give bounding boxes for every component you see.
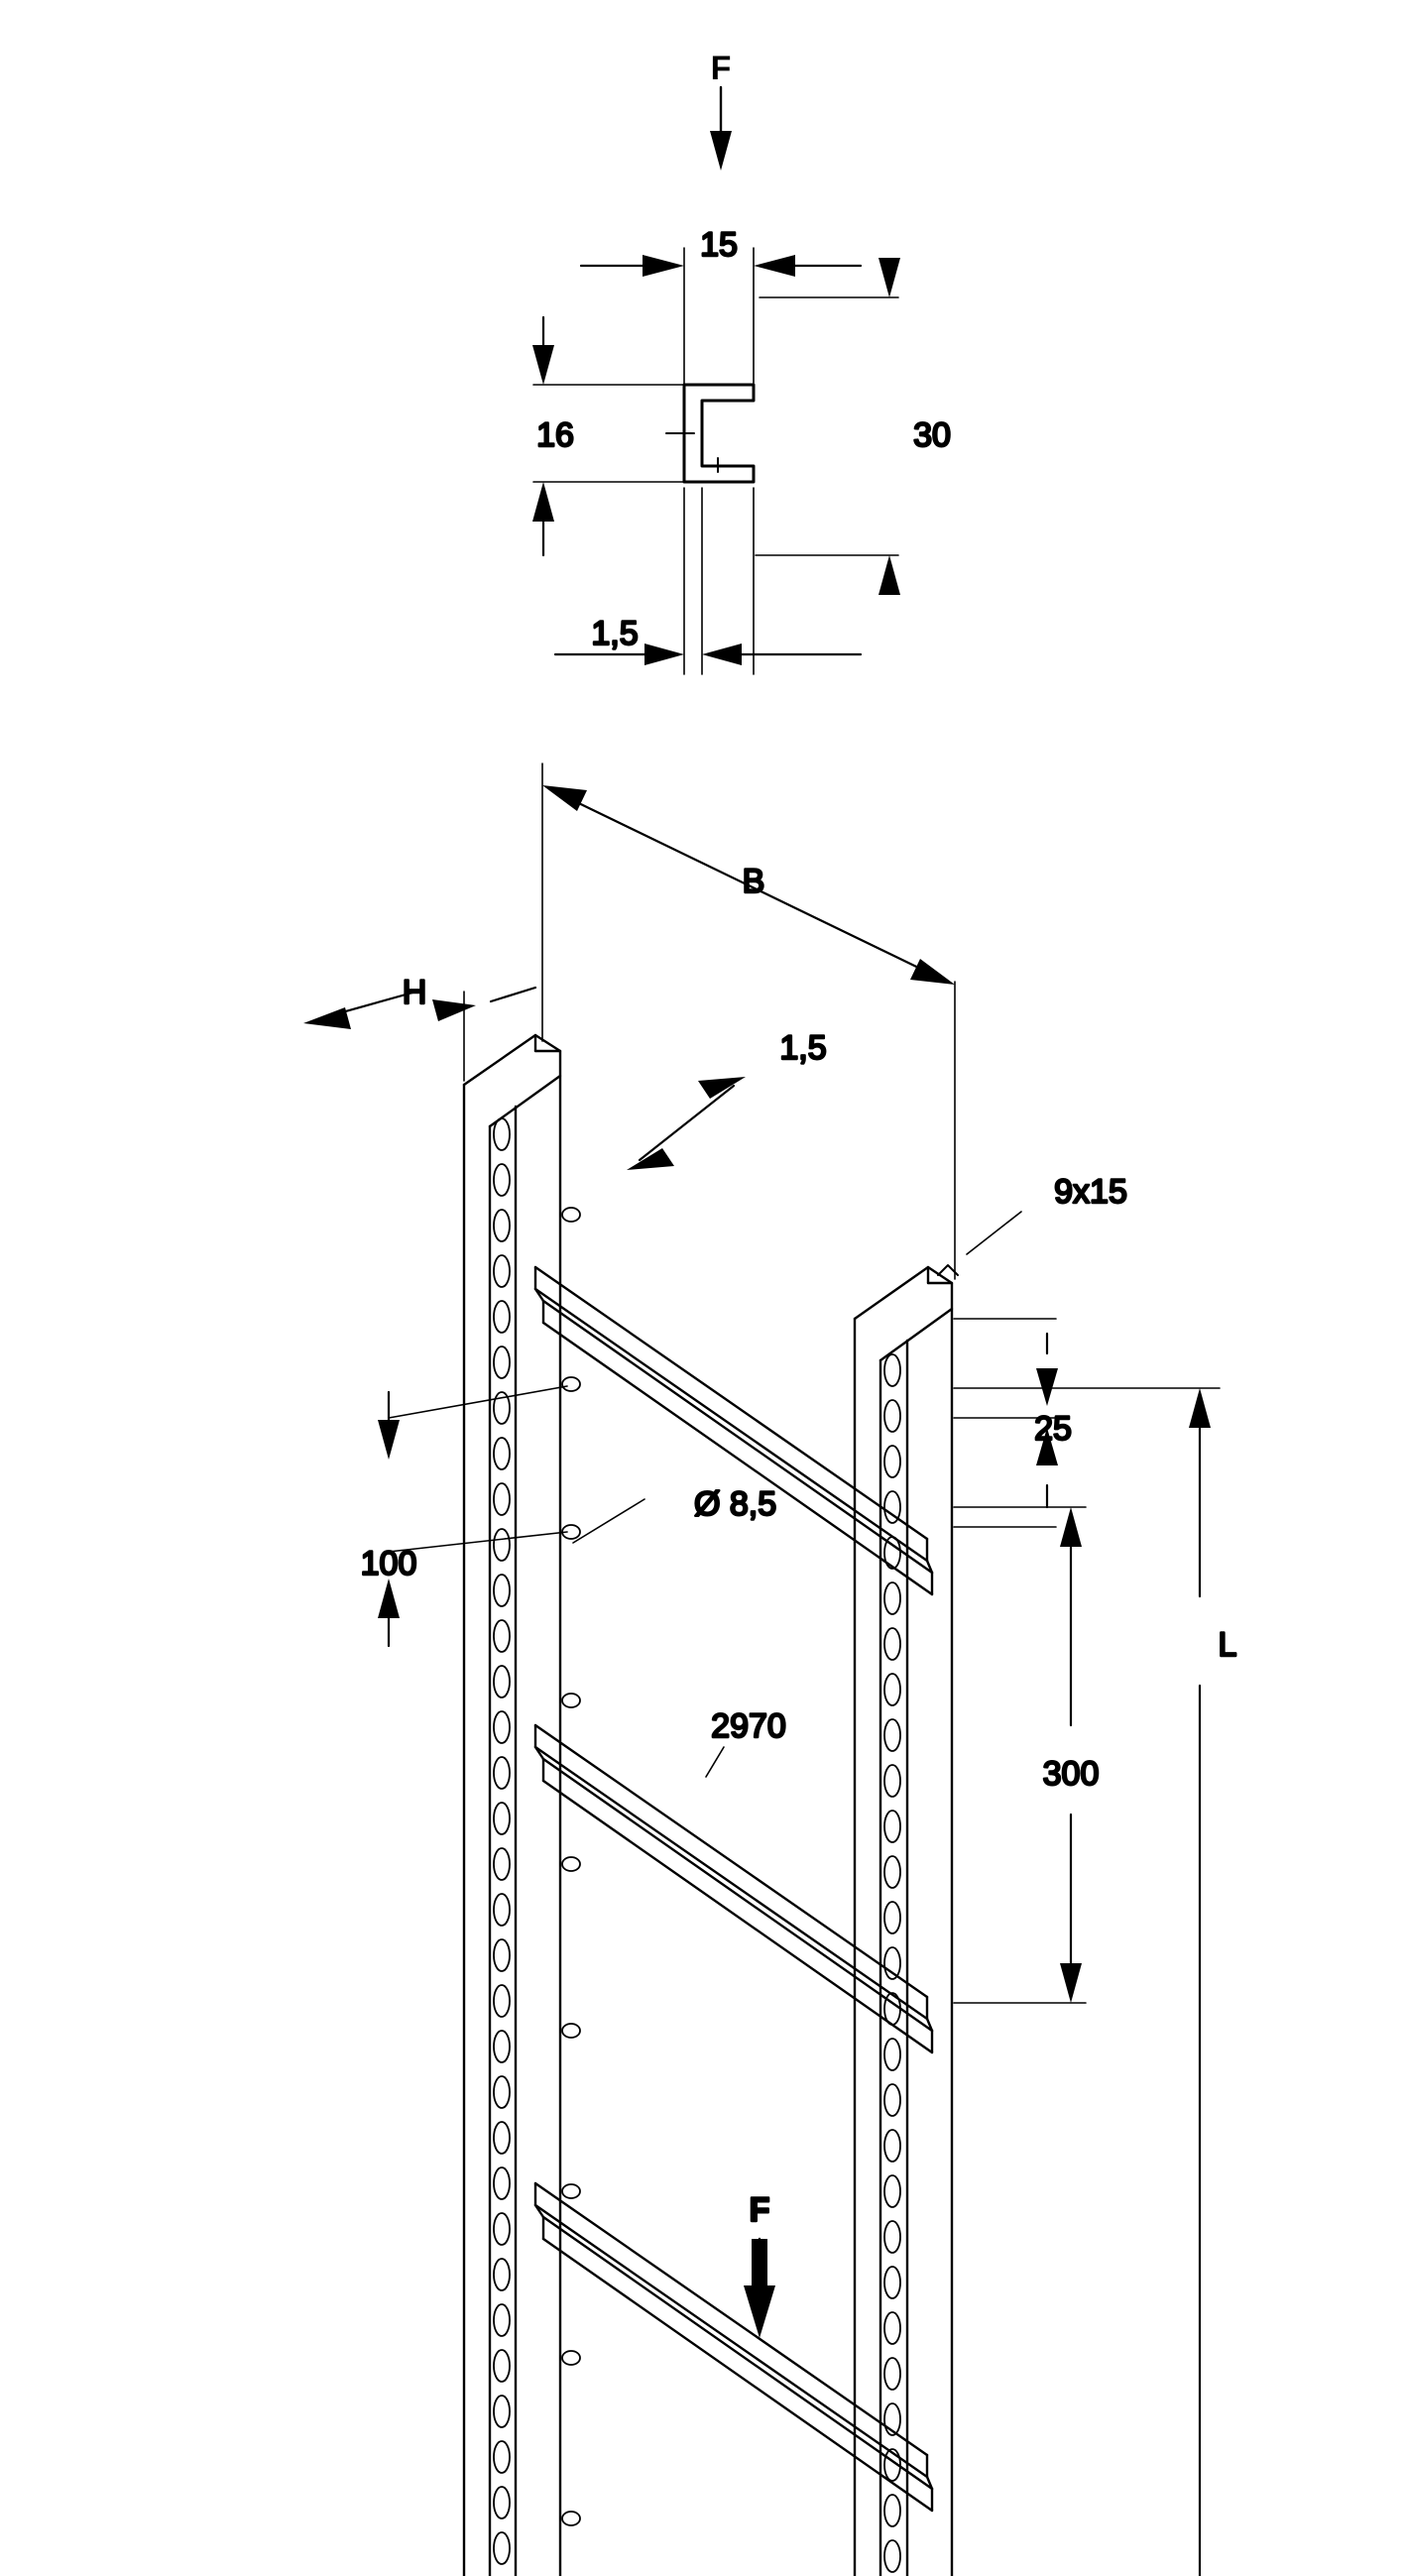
dim-25-label: 25 (1034, 1410, 1072, 1448)
force-lower-label: F (749, 2191, 770, 2229)
dim-B-label: B (742, 863, 765, 900)
dim-16-label: 16 (536, 416, 574, 454)
dim-300-label: 300 (1042, 1755, 1100, 1793)
dim-L-label: L (1218, 1626, 1237, 1664)
profile-extension-lines (533, 248, 898, 674)
force-arrow-lower (744, 2239, 775, 2338)
leader-2970-label: 2970 (711, 1707, 786, 1745)
leader-2970 (706, 1747, 724, 1777)
left-rail-slots (494, 1118, 510, 2564)
left-side-rail (464, 1035, 560, 2576)
leader-1-5-label: 1,5 (779, 1029, 827, 1067)
right-side-rail (855, 1265, 958, 2576)
dim-30-label: 30 (913, 416, 951, 454)
leader-9x15-label: 9x15 (1054, 1173, 1127, 1211)
dim-100-label: 100 (360, 1545, 417, 1582)
leader-hole (573, 1499, 644, 1543)
dim-1-5-label: 1,5 (591, 615, 639, 652)
dim-100 (389, 1386, 567, 1552)
leader-1-5 (627, 1077, 746, 1170)
leader-hole-label: Ø 8,5 (694, 1485, 777, 1523)
dim-30 (878, 258, 900, 595)
dim-100-arrows (378, 1392, 400, 1646)
dim-B (542, 763, 955, 1279)
leader-9x15 (967, 1212, 1021, 1254)
dim-H-label: H (402, 974, 427, 1011)
dim-15-label: 15 (700, 226, 738, 264)
dim-L-arrows (1189, 1388, 1211, 2576)
force-arrow-top (710, 87, 732, 171)
rung-1 (535, 1267, 932, 1594)
rung-2 (535, 1725, 932, 2052)
rung-3 (535, 2183, 932, 2511)
left-rail-holes (562, 1208, 580, 2525)
force-top-label: F (710, 50, 732, 87)
